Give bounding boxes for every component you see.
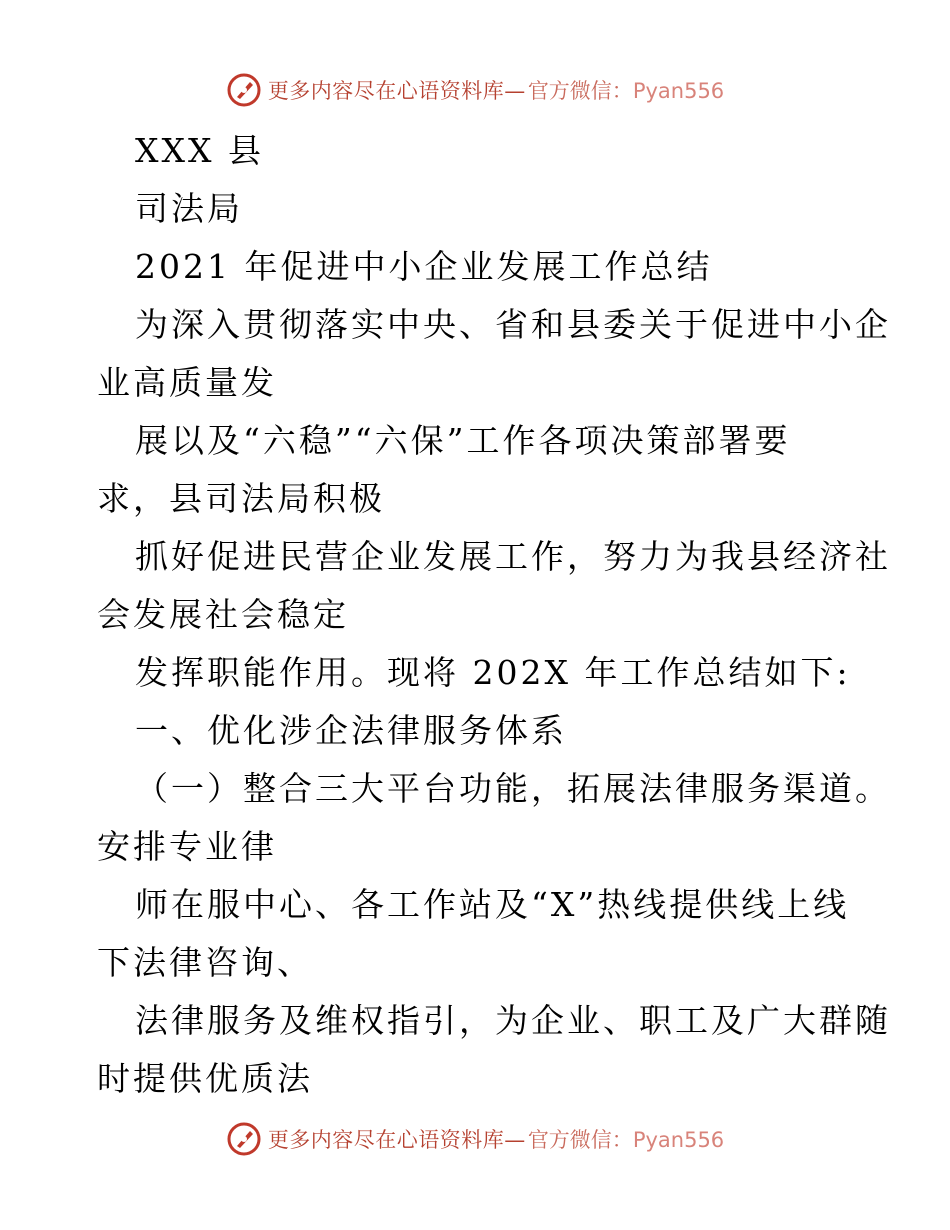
watermark-wechat-label: 官方微信： [527,79,633,103]
paragraph-line: 下法律咨询、 [97,943,313,982]
paragraph-line: 时提供优质法 [97,1059,313,1098]
watermark-text: 更多内容尽在心语资料库— [267,1128,526,1152]
county-name: XXX 县 [135,131,264,170]
watermark-banner-top [0,70,950,110]
paragraph-line: 展以及“六稳”“六保”工作各项决策部署要 [135,421,791,460]
paragraph-line: 安排专业律 [97,827,277,866]
document-body [97,122,891,1108]
watermark-text: 更多内容尽在心语资料库— [267,79,526,103]
bureau-name: 司法局 [135,189,243,228]
paragraph-line: 法律服务及维权指引，为企业、职工及广大群随 [135,1001,891,1040]
paragraph-line: 会发展社会稳定 [97,595,349,634]
paragraph-line: 发挥职能作用。现将 202X 年工作总结如下: [135,653,851,692]
document-title: 2021 年促进中小企业发展工作总结 [135,247,713,286]
paragraph-line: 求，县司法局积极 [97,479,385,518]
paragraph-line: 师在服中心、各工作站及“X”热线提供线上线 [135,885,850,924]
subsection-heading: （一）整合三大平台功能，拓展法律服务渠道。 [135,769,891,808]
watermark-wechat-id: Pyan556 [632,1128,725,1152]
pen-nib-logo-icon [226,1121,262,1157]
watermark-banner-bottom [0,1119,950,1159]
watermark-wechat-id: Pyan556 [632,79,725,103]
paragraph-line: 为深入贯彻落实中央、省和县委关于促进中小企 [135,305,891,344]
paragraph-line: 抓好促进民营企业发展工作，努力为我县经济社 [135,537,891,576]
watermark-wechat [528,1124,724,1154]
section-heading: 一、优化涉企法律服务体系 [135,711,567,750]
watermark-wechat-label: 官方微信： [527,1128,633,1152]
pen-nib-logo-icon [226,72,262,108]
watermark-wechat [528,75,724,105]
paragraph-line: 业高质量发 [97,363,277,402]
